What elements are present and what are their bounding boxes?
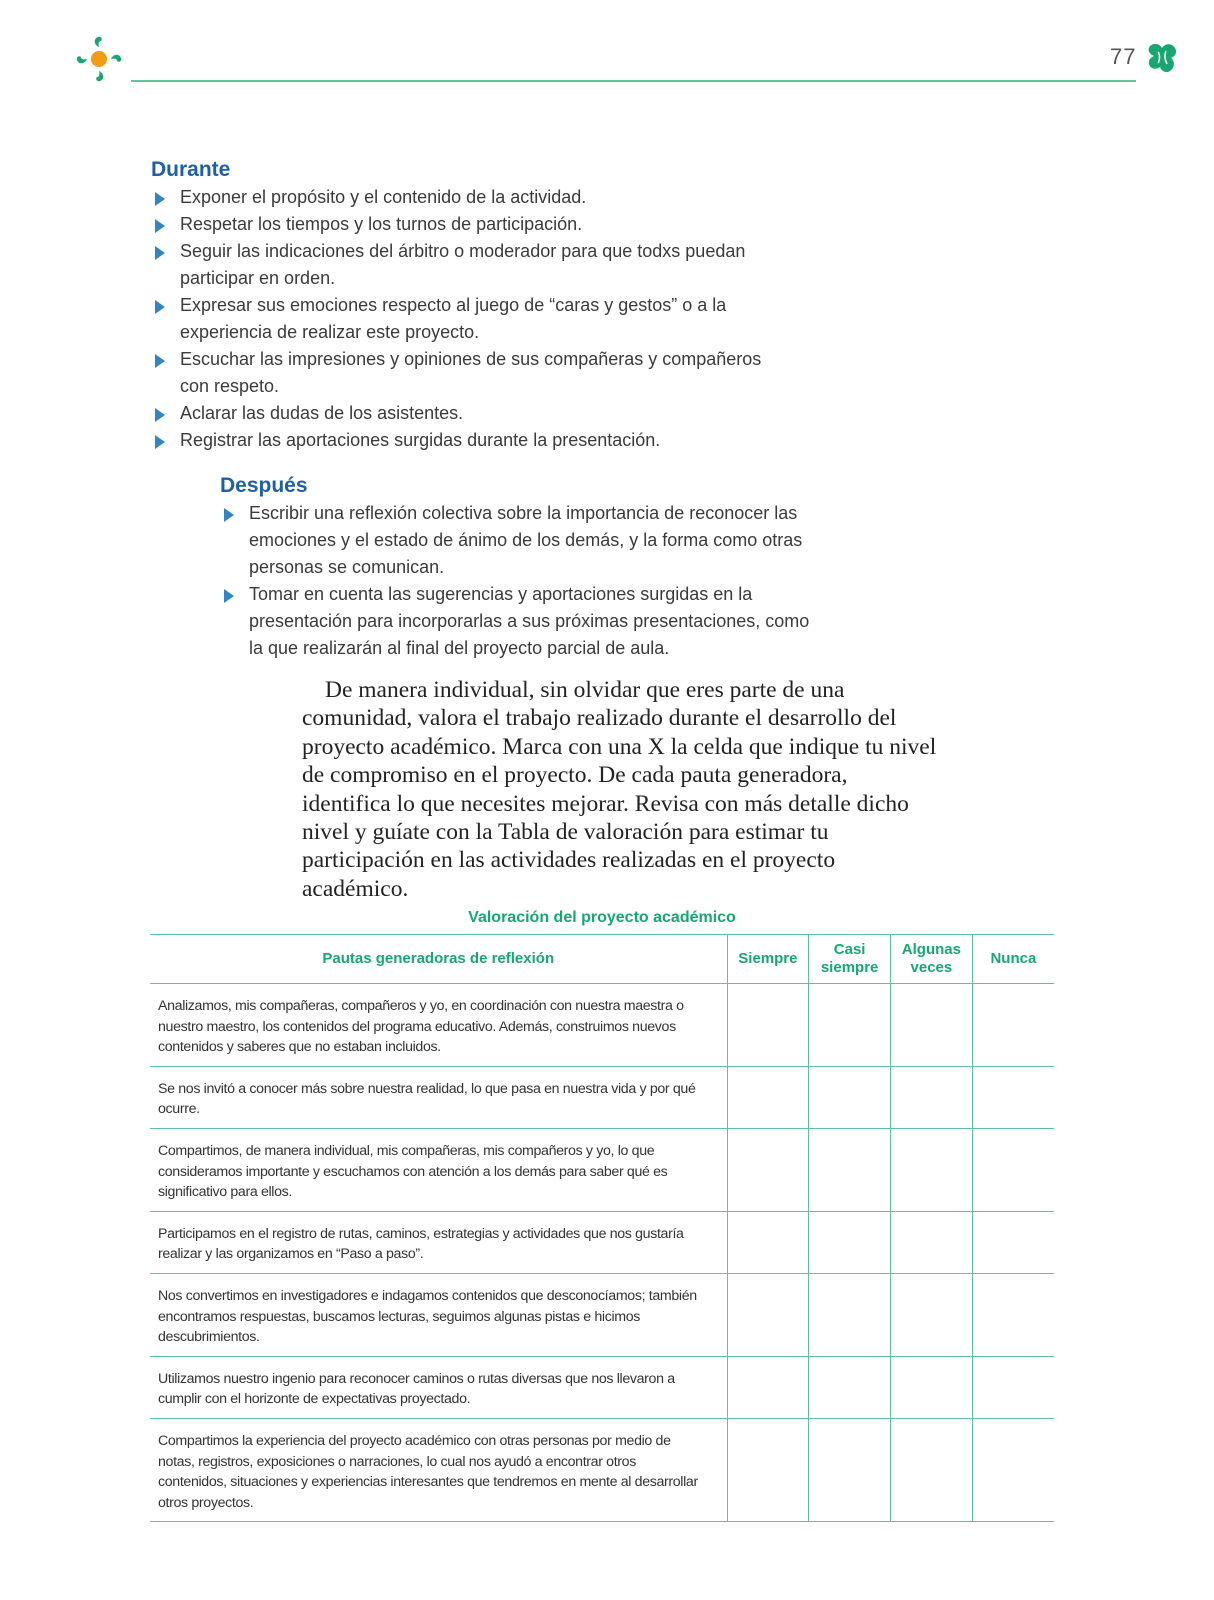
list-item: Escuchar las impresiones y opiniones de sus compañeras y compañeros con respeto. — [151, 346, 771, 400]
table-header-row — [150, 935, 1054, 984]
criterion-cell: Nos convertimos en investigadores e indagamos contenidos que desconocíamos; también encontramos respuestas, buscamos lecturas, seguimos algunas pistas e hicimos descubrimientos. — [150, 1273, 727, 1356]
column-header-algunas-veces: Algunas veces — [891, 935, 973, 984]
mark-cell-siempre[interactable] — [727, 1418, 809, 1521]
list-item: Aclarar las dudas de los asistentes. — [151, 400, 771, 427]
mark-cell-nunca[interactable] — [972, 1211, 1054, 1273]
bullet-arrow-icon — [155, 408, 165, 422]
criterion-cell: Compartimos la experiencia del proyecto académico con otras personas por medio de notas, registros, exposiciones o narraciones, lo cual nos ayudó a encontrar otros contenidos, situaciones y experiencias interesantes que tendremos en mente al desarrollar otros proyectos. — [150, 1418, 727, 1521]
mark-cell-siempre[interactable] — [727, 1066, 809, 1128]
despues-list — [220, 500, 810, 662]
mark-cell-casi-siempre[interactable] — [809, 1211, 891, 1273]
mark-cell-casi-siempre[interactable] — [809, 984, 891, 1067]
list-item: Expresar sus emociones respecto al juego de “caras y gestos” o a la experiencia de realizar este proyecto. — [151, 292, 771, 346]
mark-cell-nunca[interactable] — [972, 1356, 1054, 1418]
column-header-criteria: Pautas generadoras de reflexión — [150, 935, 727, 984]
column-header-casi-siempre: Casi siempre — [809, 935, 891, 984]
mark-cell-siempre[interactable] — [727, 984, 809, 1067]
flower-logo-icon — [72, 33, 126, 85]
table-row — [150, 1418, 1054, 1521]
criterion-cell: Utilizamos nuestro ingenio para reconocer caminos o rutas diversas que nos llevaron a cumplir con el horizonte de expectativas proyectado. — [150, 1356, 727, 1418]
mark-cell-nunca[interactable] — [972, 984, 1054, 1067]
mark-cell-nunca[interactable] — [972, 1066, 1054, 1128]
table-row — [150, 1211, 1054, 1273]
page-number: 77 — [1110, 44, 1137, 69]
mark-cell-algunas-veces[interactable] — [891, 1211, 973, 1273]
list-item: Respetar los tiempos y los turnos de participación. — [151, 211, 771, 238]
mark-cell-algunas-veces[interactable] — [891, 1128, 973, 1211]
list-item: Seguir las indicaciones del árbitro o moderador para que todxs puedan participar en orden. — [151, 238, 771, 292]
rubric-table — [150, 934, 1054, 1522]
table-row — [150, 1128, 1054, 1211]
mark-cell-nunca[interactable] — [972, 1273, 1054, 1356]
header-rule — [131, 80, 1136, 82]
mark-cell-siempre[interactable] — [727, 1273, 809, 1356]
mark-cell-casi-siempre[interactable] — [809, 1418, 891, 1521]
mark-cell-casi-siempre[interactable] — [809, 1128, 891, 1211]
table-row — [150, 1356, 1054, 1418]
mark-cell-algunas-veces[interactable] — [891, 1356, 973, 1418]
table-title: Valoración del proyecto académico — [468, 909, 736, 926]
green-emblem-icon — [1144, 40, 1180, 76]
column-header-nunca: Nunca — [972, 935, 1054, 984]
mark-cell-algunas-veces[interactable] — [891, 984, 973, 1067]
mark-cell-nunca[interactable] — [972, 1128, 1054, 1211]
bullet-arrow-icon — [155, 246, 165, 260]
list-item: Registrar las aportaciones surgidas durante la presentación. — [151, 427, 771, 454]
mark-cell-siempre[interactable] — [727, 1128, 809, 1211]
criterion-cell: Se nos invitó a conocer más sobre nuestra realidad, lo que pasa en nuestra vida y por qué ocurre. — [150, 1066, 727, 1128]
mark-cell-casi-siempre[interactable] — [809, 1066, 891, 1128]
bullet-arrow-icon — [224, 508, 234, 522]
despues-heading: Después — [220, 474, 308, 497]
mark-cell-algunas-veces[interactable] — [891, 1418, 973, 1521]
list-item: Escribir una reflexión colectiva sobre la importancia de reconocer las emociones y el estado de ánimo de los demás, y la forma como otras personas se comunican. — [220, 500, 810, 581]
mark-cell-casi-siempre[interactable] — [809, 1273, 891, 1356]
criterion-cell: Participamos en el registro de rutas, caminos, estrategias y actividades que nos gustaría realizar y las organizamos en “Paso a paso”. — [150, 1211, 727, 1273]
criterion-cell: Compartimos, de manera individual, mis compañeras, mis compañeros y yo, lo que consideramos importante y escuchamos con atención a los demás para saber qué es significativo para ellos. — [150, 1128, 727, 1211]
bullet-arrow-icon — [224, 589, 234, 603]
instruction-paragraph: De manera individual, sin olvidar que eres parte de una comunidad, valora el trabajo realizado durante el desarrollo del proyecto académico. Marca con una X la celda que indique tu nivel de compromiso en el proyecto. De cada pauta generadora, identifica lo que necesites mejorar. Revisa con más detalle dicho nivel y guíate con la Tabla de valoración para estimar tu participación en las actividades realizadas en el proyecto académico. — [302, 677, 937, 902]
mark-cell-nunca[interactable] — [972, 1418, 1054, 1521]
bullet-arrow-icon — [155, 219, 165, 233]
mark-cell-algunas-veces[interactable] — [891, 1273, 973, 1356]
list-item: Exponer el propósito y el contenido de la actividad. — [151, 184, 771, 211]
durante-heading: Durante — [151, 158, 231, 181]
bullet-arrow-icon — [155, 435, 165, 449]
bullet-arrow-icon — [155, 300, 165, 314]
table-row — [150, 1273, 1054, 1356]
durante-list — [151, 184, 771, 454]
table-row — [150, 984, 1054, 1067]
mark-cell-siempre[interactable] — [727, 1211, 809, 1273]
bullet-arrow-icon — [155, 192, 165, 206]
mark-cell-siempre[interactable] — [727, 1356, 809, 1418]
table-row — [150, 1066, 1054, 1128]
column-header-siempre: Siempre — [727, 935, 809, 984]
mark-cell-algunas-veces[interactable] — [891, 1066, 973, 1128]
mark-cell-casi-siempre[interactable] — [809, 1356, 891, 1418]
criterion-cell: Analizamos, mis compañeras, compañeros y yo, en coordinación con nuestra maestra o nuestro maestro, los contenidos del programa educativo. Además, construimos nuevos contenidos y saberes que no estaban incluidos. — [150, 984, 727, 1067]
list-item: Tomar en cuenta las sugerencias y aportaciones surgidas en la presentación para incorporarlas a sus próximas presentaciones, como la que realizarán al final del proyecto parcial de aula. — [220, 581, 810, 662]
bullet-arrow-icon — [155, 354, 165, 368]
